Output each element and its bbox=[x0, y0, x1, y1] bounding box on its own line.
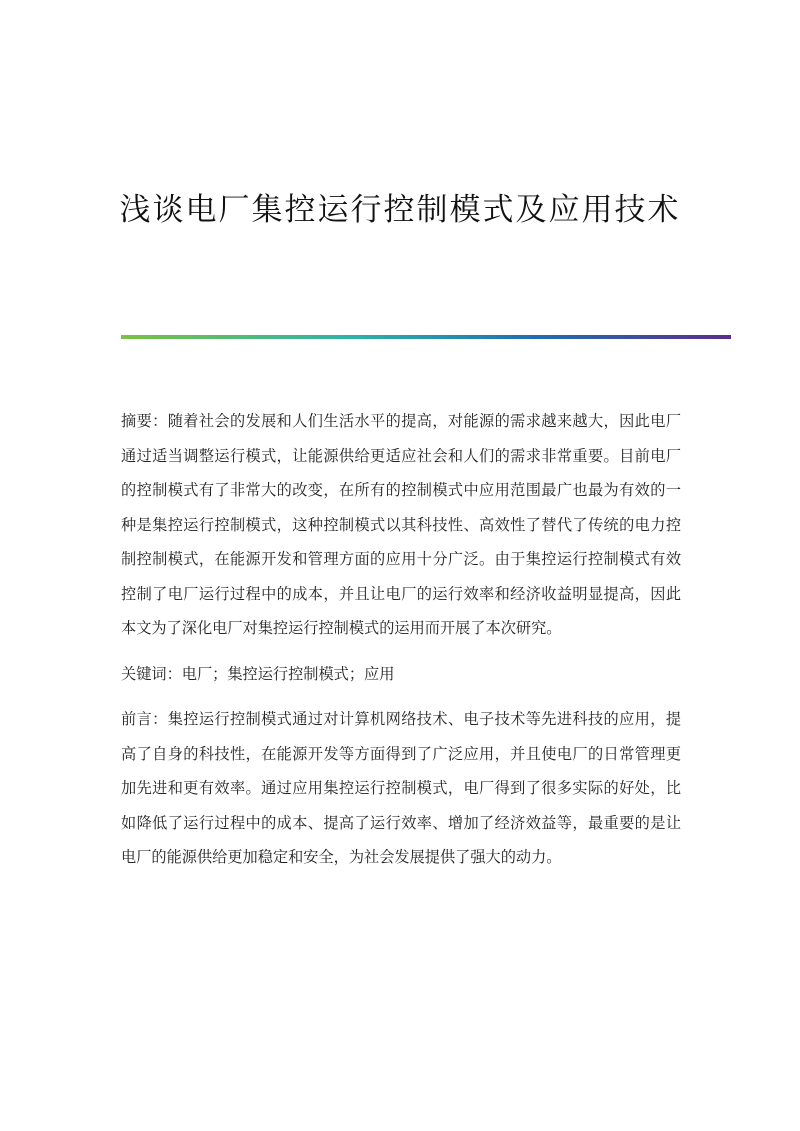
preface-paragraph bbox=[121, 702, 681, 875]
document-title: 浅谈电厂集控运行控制模式及应用技术 bbox=[119, 192, 681, 228]
document-body bbox=[121, 404, 681, 886]
abstract-label: 摘要： bbox=[121, 412, 168, 430]
abstract-text: 随着社会的发展和人们生活水平的提高，对能源的需求越来越大，因此电厂通过适当调整运行模式，让能源供给更适应社会和人们的需求非常重要。目前电厂的控制模式有了非常大的改变，在所有的控制模式中应用范围最广也最为有效的一种是集控运行控制模式，这种控制模式以其科技性、高效性了替代了传统的电力控制控制模式，在能源开发和管理方面的应用十分广泛。由于集控运行控制模式有效控制了电厂运行过程中的成本，并且让电厂的运行效率和经济收益明显提高，因此本文为了深化电厂对集控运行控制模式的运用而开展了本次研究。 bbox=[121, 412, 682, 637]
keywords-label: 关键词： bbox=[121, 664, 182, 683]
title-divider bbox=[121, 335, 731, 339]
preface-label: 前言： bbox=[121, 710, 168, 728]
abstract-paragraph bbox=[121, 404, 681, 646]
keywords-paragraph bbox=[121, 657, 681, 692]
preface-text: 集控运行控制模式通过对计算机网络技术、电子技术等先进科技的应用，提高了自身的科技性，在能源开发等方面得到了广泛应用，并且使电厂的日常管理更加先进和更有效率。通过应用集控运行控制模式，电厂得到了很多实际的好处，比如降低了运行过程中的成本、提高了运行效率、增加了经济效益等，最重要的是让电厂的能源供给更加稳定和安全，为社会发展提供了强大的动力。 bbox=[121, 710, 682, 866]
keywords-text: 电厂；集控运行控制模式；应用 bbox=[181, 664, 395, 683]
